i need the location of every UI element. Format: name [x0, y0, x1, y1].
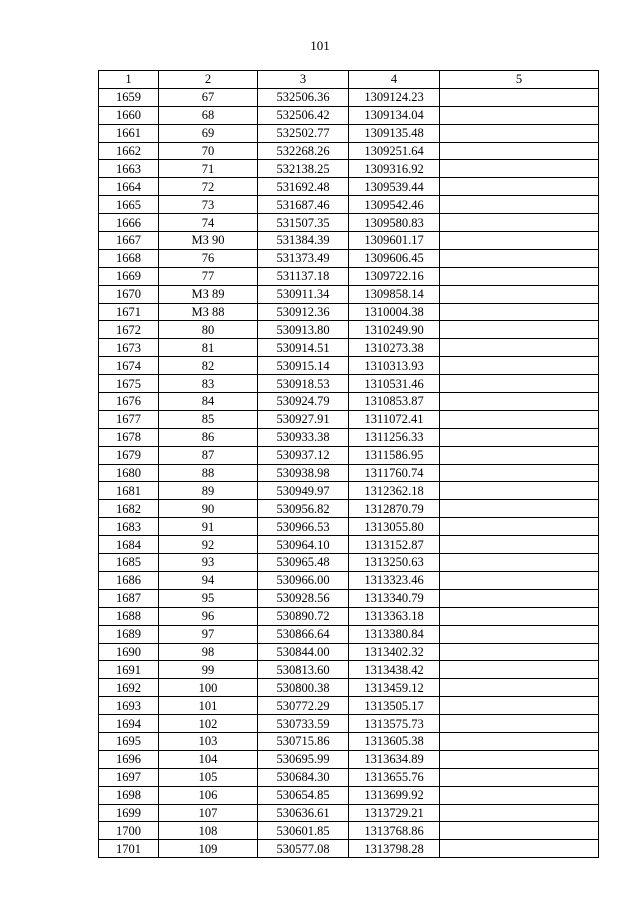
table-cell-col-2: 95 [159, 589, 258, 607]
table-cell-col-2: 88 [159, 464, 258, 482]
table-cell-col-1: 1680 [99, 464, 159, 482]
table-cell-col-2: 71 [159, 160, 258, 178]
table-row [99, 321, 599, 339]
table-cell-col-5 [440, 536, 599, 554]
table-cell-col-1: 1691 [99, 661, 159, 679]
table-cell-col-1: 1688 [99, 607, 159, 625]
table-cell-col-4: 1309606.45 [349, 249, 440, 267]
table-cell-col-4: 1313655.76 [349, 768, 440, 786]
table-row [99, 679, 599, 697]
table-cell-col-4: 1313575.73 [349, 715, 440, 733]
table-cell-col-4: 1309135.48 [349, 124, 440, 142]
table-cell-col-1: 1682 [99, 500, 159, 518]
table-cell-col-2: 81 [159, 339, 258, 357]
table-cell-col-4: 1310313.93 [349, 357, 440, 375]
table-cell-col-2: 109 [159, 840, 258, 858]
table-cell-col-3: 531384.39 [258, 232, 349, 250]
table-cell-col-1: 1673 [99, 339, 159, 357]
table-cell-col-5 [440, 554, 599, 572]
table-cell-col-4: 1313402.32 [349, 643, 440, 661]
table-cell-col-3: 530844.00 [258, 643, 349, 661]
table-cell-col-3: 530949.97 [258, 482, 349, 500]
table-row [99, 482, 599, 500]
table-header-row [99, 71, 599, 89]
table-cell-col-1: 1665 [99, 196, 159, 214]
table-cell-col-1: 1664 [99, 178, 159, 196]
table-cell-col-2: 98 [159, 643, 258, 661]
table-row [99, 822, 599, 840]
table-cell-col-2: 76 [159, 249, 258, 267]
table-row [99, 607, 599, 625]
table-cell-col-1: 1701 [99, 840, 159, 858]
table-cell-col-5 [440, 88, 599, 106]
table-row [99, 446, 599, 464]
table-cell-col-3: 530715.86 [258, 732, 349, 750]
table-cell-col-5 [440, 786, 599, 804]
table-cell-col-4: 1309251.64 [349, 142, 440, 160]
table-cell-col-3: 530866.64 [258, 625, 349, 643]
table-row [99, 196, 599, 214]
table-cell-col-2: 72 [159, 178, 258, 196]
table-row [99, 500, 599, 518]
table-cell-col-2: 69 [159, 124, 258, 142]
table-cell-col-1: 1668 [99, 249, 159, 267]
table-cell-col-2: 92 [159, 536, 258, 554]
table-row [99, 303, 599, 321]
table-cell-col-5 [440, 249, 599, 267]
table-cell-col-2: 82 [159, 357, 258, 375]
table-cell-col-5 [440, 625, 599, 643]
table-cell-col-3: 530913.80 [258, 321, 349, 339]
table-cell-col-3: 531507.35 [258, 214, 349, 232]
table-cell-col-3: 532502.77 [258, 124, 349, 142]
table-cell-col-3: 530927.91 [258, 410, 349, 428]
table-cell-col-2: 106 [159, 786, 258, 804]
table-cell-col-5 [440, 589, 599, 607]
table-body [99, 88, 599, 857]
table-cell-col-4: 1313634.89 [349, 750, 440, 768]
table-cell-col-1: 1692 [99, 679, 159, 697]
table-cell-col-1: 1694 [99, 715, 159, 733]
table-cell-col-2: 108 [159, 822, 258, 840]
table-cell-col-4: 1312870.79 [349, 500, 440, 518]
table-cell-col-5 [440, 768, 599, 786]
table-row [99, 536, 599, 554]
table-cell-col-5 [440, 500, 599, 518]
table-cell-col-4: 1310273.38 [349, 339, 440, 357]
table-cell-col-3: 531692.48 [258, 178, 349, 196]
table-cell-col-4: 1311760.74 [349, 464, 440, 482]
table-row [99, 267, 599, 285]
table-cell-col-1: 1662 [99, 142, 159, 160]
table-cell-col-2: 68 [159, 106, 258, 124]
table-row [99, 625, 599, 643]
table-row [99, 428, 599, 446]
table-cell-col-4: 1313768.86 [349, 822, 440, 840]
table-cell-col-5 [440, 196, 599, 214]
table-cell-col-3: 530956.82 [258, 500, 349, 518]
table-row [99, 661, 599, 679]
table-cell-col-1: 1693 [99, 697, 159, 715]
table-cell-col-2: 102 [159, 715, 258, 733]
table-cell-col-1: 1695 [99, 732, 159, 750]
table-cell-col-2: 67 [159, 88, 258, 106]
table-cell-col-4: 1309539.44 [349, 178, 440, 196]
table-row [99, 464, 599, 482]
table-cell-col-1: 1700 [99, 822, 159, 840]
table-cell-col-2: 104 [159, 750, 258, 768]
table-cell-col-3: 530914.51 [258, 339, 349, 357]
table-cell-col-1: 1686 [99, 571, 159, 589]
table-cell-col-1: 1661 [99, 124, 159, 142]
table-row [99, 88, 599, 106]
table-cell-col-4: 1310004.38 [349, 303, 440, 321]
table-cell-col-4: 1309542.46 [349, 196, 440, 214]
table-cell-col-3: 530933.38 [258, 428, 349, 446]
table-cell-col-5 [440, 285, 599, 303]
table-cell-col-1: 1676 [99, 393, 159, 411]
table-cell-col-4: 1312362.18 [349, 482, 440, 500]
table-cell-col-3: 530800.38 [258, 679, 349, 697]
table-cell-col-3: 532138.25 [258, 160, 349, 178]
table-cell-col-2: МЗ 89 [159, 285, 258, 303]
table-cell-col-4: 1309601.17 [349, 232, 440, 250]
table-cell-col-3: 530918.53 [258, 375, 349, 393]
table-row [99, 643, 599, 661]
table-cell-col-5 [440, 106, 599, 124]
table-cell-col-1: 1677 [99, 410, 159, 428]
table-row [99, 715, 599, 733]
table-cell-col-4: 1313152.87 [349, 536, 440, 554]
table-cell-col-5 [440, 410, 599, 428]
table-row [99, 232, 599, 250]
table-cell-col-1: 1697 [99, 768, 159, 786]
table-cell-col-4: 1309858.14 [349, 285, 440, 303]
table-cell-col-1: 1690 [99, 643, 159, 661]
table-cell-col-2: 101 [159, 697, 258, 715]
table-cell-col-5 [440, 661, 599, 679]
table-row [99, 285, 599, 303]
column-header-3: 3 [258, 71, 349, 89]
table-cell-col-2: 99 [159, 661, 258, 679]
table-cell-col-1: 1666 [99, 214, 159, 232]
table-cell-col-2: 96 [159, 607, 258, 625]
table-row [99, 804, 599, 822]
table-cell-col-4: 1309722.16 [349, 267, 440, 285]
table-cell-col-1: 1667 [99, 232, 159, 250]
table-row [99, 732, 599, 750]
table-row [99, 160, 599, 178]
table-cell-col-5 [440, 178, 599, 196]
table-cell-col-2: 91 [159, 518, 258, 536]
table-cell-col-2: 90 [159, 500, 258, 518]
table-cell-col-5 [440, 804, 599, 822]
table-cell-col-1: 1672 [99, 321, 159, 339]
table-cell-col-1: 1683 [99, 518, 159, 536]
table-cell-col-4: 1313438.42 [349, 661, 440, 679]
table-cell-col-4: 1313380.84 [349, 625, 440, 643]
table-cell-col-1: 1675 [99, 375, 159, 393]
table-cell-col-4: 1311072.41 [349, 410, 440, 428]
table-cell-col-3: 530928.56 [258, 589, 349, 607]
column-header-5: 5 [440, 71, 599, 89]
table-cell-col-3: 530684.30 [258, 768, 349, 786]
table-cell-col-1: 1699 [99, 804, 159, 822]
table-cell-col-5 [440, 160, 599, 178]
table-cell-col-2: 84 [159, 393, 258, 411]
coordinates-table [98, 70, 599, 858]
table-row [99, 518, 599, 536]
table-cell-col-1: 1659 [99, 88, 159, 106]
table-cell-col-5 [440, 428, 599, 446]
table-row [99, 840, 599, 858]
table-cell-col-3: 530912.36 [258, 303, 349, 321]
table-cell-col-5 [440, 607, 599, 625]
table-cell-col-3: 530772.29 [258, 697, 349, 715]
table-cell-col-2: МЗ 90 [159, 232, 258, 250]
table-cell-col-1: 1671 [99, 303, 159, 321]
table-cell-col-2: 107 [159, 804, 258, 822]
table-cell-col-2: 85 [159, 410, 258, 428]
table-cell-col-4: 1311256.33 [349, 428, 440, 446]
table-cell-col-2: МЗ 88 [159, 303, 258, 321]
table-cell-col-5 [440, 732, 599, 750]
table-cell-col-5 [440, 750, 599, 768]
table-cell-col-4: 1313363.18 [349, 607, 440, 625]
page-number: 101 [310, 38, 330, 53]
table-cell-col-2: 97 [159, 625, 258, 643]
table-cell-col-3: 531373.49 [258, 249, 349, 267]
table-cell-col-2: 105 [159, 768, 258, 786]
table-cell-col-5 [440, 822, 599, 840]
table-cell-col-5 [440, 339, 599, 357]
table-cell-col-5 [440, 697, 599, 715]
table-row [99, 571, 599, 589]
table-cell-col-5 [440, 518, 599, 536]
table-cell-col-4: 1309134.04 [349, 106, 440, 124]
table-cell-col-2: 74 [159, 214, 258, 232]
table-cell-col-1: 1685 [99, 554, 159, 572]
table-cell-col-3: 530924.79 [258, 393, 349, 411]
table-cell-col-2: 70 [159, 142, 258, 160]
table-cell-col-4: 1310853.87 [349, 393, 440, 411]
table-cell-col-1: 1687 [99, 589, 159, 607]
table-cell-col-1: 1679 [99, 446, 159, 464]
table-cell-col-5 [440, 840, 599, 858]
table-row [99, 142, 599, 160]
table-cell-col-4: 1310249.90 [349, 321, 440, 339]
table-cell-col-1: 1689 [99, 625, 159, 643]
table-row [99, 768, 599, 786]
table-cell-col-4: 1313323.46 [349, 571, 440, 589]
table-cell-col-5 [440, 643, 599, 661]
table-row [99, 786, 599, 804]
table-cell-col-4: 1313459.12 [349, 679, 440, 697]
table-cell-col-1: 1696 [99, 750, 159, 768]
table-cell-col-3: 530813.60 [258, 661, 349, 679]
table-cell-col-4: 1309316.92 [349, 160, 440, 178]
table-cell-col-5 [440, 482, 599, 500]
table-row [99, 589, 599, 607]
table-cell-col-3: 530911.34 [258, 285, 349, 303]
table-cell-col-2: 80 [159, 321, 258, 339]
table-cell-col-3: 530577.08 [258, 840, 349, 858]
table-cell-col-4: 1311586.95 [349, 446, 440, 464]
table-cell-col-1: 1669 [99, 267, 159, 285]
table-cell-col-3: 530965.48 [258, 554, 349, 572]
table-cell-col-5 [440, 267, 599, 285]
table-cell-col-4: 1313055.80 [349, 518, 440, 536]
table-cell-col-4: 1310531.46 [349, 375, 440, 393]
table-cell-col-4: 1313699.92 [349, 786, 440, 804]
column-header-4: 4 [349, 71, 440, 89]
table-cell-col-2: 73 [159, 196, 258, 214]
table-cell-col-5 [440, 124, 599, 142]
table-cell-col-5 [440, 321, 599, 339]
table-cell-col-2: 89 [159, 482, 258, 500]
column-header-2: 2 [159, 71, 258, 89]
table-cell-col-5 [440, 715, 599, 733]
table-cell-col-4: 1313250.63 [349, 554, 440, 572]
table-row [99, 750, 599, 768]
table-cell-col-1: 1663 [99, 160, 159, 178]
table-cell-col-2: 100 [159, 679, 258, 697]
table-cell-col-3: 530915.14 [258, 357, 349, 375]
table-row [99, 410, 599, 428]
table-row [99, 214, 599, 232]
table-cell-col-1: 1674 [99, 357, 159, 375]
table-cell-col-3: 530937.12 [258, 446, 349, 464]
table-cell-col-3: 530966.53 [258, 518, 349, 536]
table-row [99, 124, 599, 142]
table-cell-col-2: 87 [159, 446, 258, 464]
table-cell-col-1: 1681 [99, 482, 159, 500]
table-cell-col-4: 1313340.79 [349, 589, 440, 607]
table-row [99, 178, 599, 196]
table-cell-col-3: 530733.59 [258, 715, 349, 733]
table-cell-col-2: 86 [159, 428, 258, 446]
table-cell-col-2: 103 [159, 732, 258, 750]
table-cell-col-3: 531687.46 [258, 196, 349, 214]
table-row [99, 393, 599, 411]
table-cell-col-3: 532506.36 [258, 88, 349, 106]
table-row [99, 554, 599, 572]
table-cell-col-3: 530636.61 [258, 804, 349, 822]
table-cell-col-3: 530890.72 [258, 607, 349, 625]
table-cell-col-4: 1309124.23 [349, 88, 440, 106]
table-cell-col-4: 1313505.17 [349, 697, 440, 715]
table-cell-col-1: 1678 [99, 428, 159, 446]
table-row [99, 357, 599, 375]
table-cell-col-4: 1313729.21 [349, 804, 440, 822]
table-cell-col-5 [440, 464, 599, 482]
table-row [99, 249, 599, 267]
table-cell-col-3: 530601.85 [258, 822, 349, 840]
table-cell-col-5 [440, 679, 599, 697]
table-cell-col-1: 1670 [99, 285, 159, 303]
table-cell-col-5 [440, 142, 599, 160]
table-cell-col-3: 530695.99 [258, 750, 349, 768]
table-cell-col-2: 77 [159, 267, 258, 285]
table-cell-col-1: 1684 [99, 536, 159, 554]
table-cell-col-2: 93 [159, 554, 258, 572]
table-cell-col-3: 530654.85 [258, 786, 349, 804]
table-row [99, 106, 599, 124]
table-row [99, 339, 599, 357]
table-cell-col-5 [440, 232, 599, 250]
table-cell-col-4: 1309580.83 [349, 214, 440, 232]
table-cell-col-3: 532506.42 [258, 106, 349, 124]
table-cell-col-2: 94 [159, 571, 258, 589]
table-cell-col-5 [440, 357, 599, 375]
table-cell-col-5 [440, 571, 599, 589]
table-cell-col-3: 531137.18 [258, 267, 349, 285]
table-cell-col-3: 530966.00 [258, 571, 349, 589]
table-cell-col-4: 1313605.38 [349, 732, 440, 750]
table-row [99, 697, 599, 715]
table-cell-col-1: 1698 [99, 786, 159, 804]
table-cell-col-4: 1313798.28 [349, 840, 440, 858]
table-row [99, 375, 599, 393]
column-header-1: 1 [99, 71, 159, 89]
table-cell-col-5 [440, 446, 599, 464]
table-cell-col-3: 532268.26 [258, 142, 349, 160]
table-cell-col-3: 530964.10 [258, 536, 349, 554]
table-cell-col-5 [440, 214, 599, 232]
table-cell-col-5 [440, 375, 599, 393]
table-cell-col-5 [440, 393, 599, 411]
table-cell-col-5 [440, 303, 599, 321]
table-cell-col-3: 530938.98 [258, 464, 349, 482]
table-cell-col-2: 83 [159, 375, 258, 393]
table-cell-col-1: 1660 [99, 106, 159, 124]
